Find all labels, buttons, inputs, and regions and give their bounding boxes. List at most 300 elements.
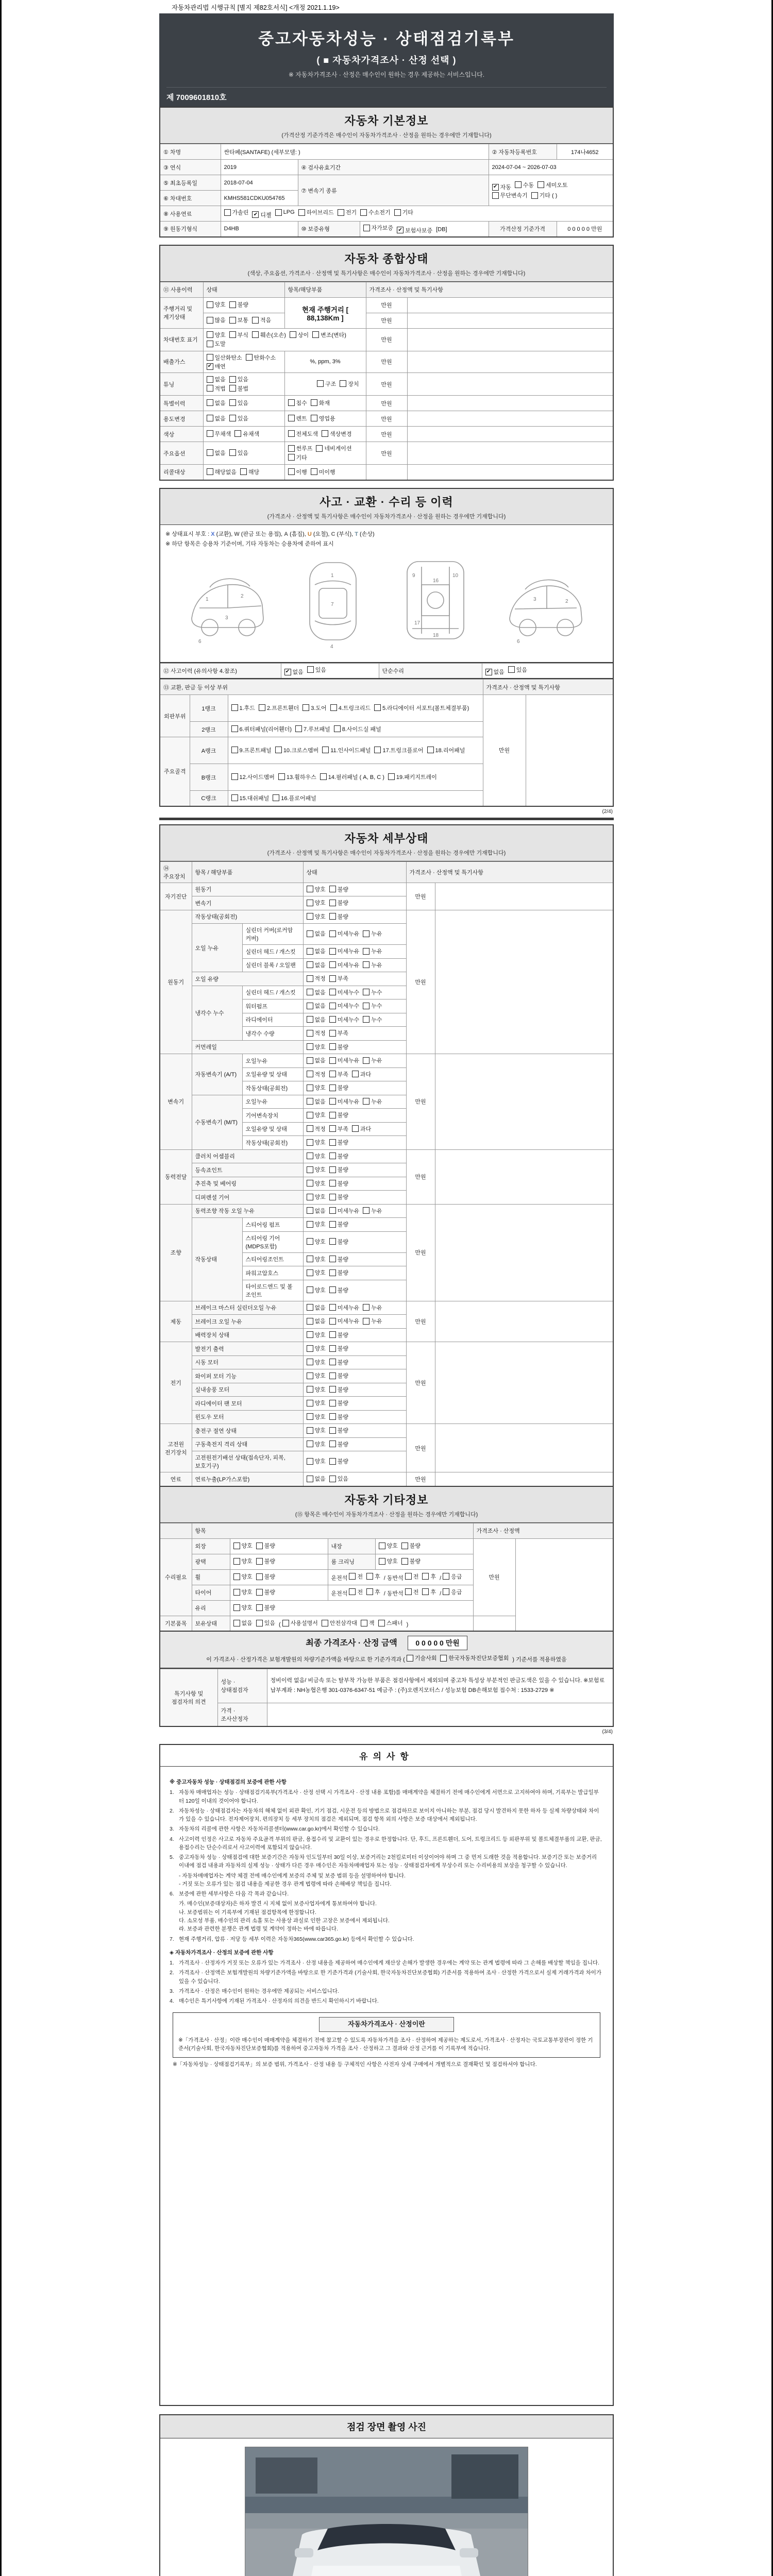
checked-checkbox-icon[interactable]: ✔ [492,184,499,191]
checkbox[interactable]: 적정 [307,1029,326,1037]
unchecked-checkbox-icon[interactable] [329,1030,336,1037]
unchecked-checkbox-icon[interactable] [229,376,236,383]
checkbox[interactable]: 불량 [329,1268,348,1277]
checkbox[interactable]: 10.크로스멤버 [275,746,318,754]
checkbox[interactable]: 16.플로어패널 [273,794,316,802]
checkbox[interactable]: 양호 [307,1238,326,1246]
unchecked-checkbox-icon[interactable] [405,1588,412,1595]
checkbox[interactable]: 부식 [229,331,248,339]
unchecked-checkbox-icon[interactable] [233,1589,240,1596]
checkbox[interactable]: 3.도어 [303,704,326,712]
unchecked-checkbox-icon[interactable] [329,948,336,955]
unchecked-checkbox-icon[interactable] [207,449,213,456]
unchecked-checkbox-icon[interactable] [307,1084,313,1091]
unchecked-checkbox-icon[interactable] [275,209,282,216]
checkbox[interactable]: 적정 [307,1125,326,1133]
checkbox[interactable]: 썬루프 [288,444,313,452]
checkbox[interactable]: 없음 [233,1619,253,1627]
unchecked-checkbox-icon[interactable] [329,1194,336,1200]
checkbox[interactable]: 양호 [233,1572,253,1581]
unchecked-checkbox-icon[interactable] [361,1620,367,1626]
unchecked-checkbox-icon[interactable] [307,1345,313,1352]
unchecked-checkbox-icon[interactable] [307,1269,313,1276]
checkbox[interactable]: 불량 [329,1165,348,1174]
unchecked-checkbox-icon[interactable] [379,1543,385,1549]
unchecked-checkbox-icon[interactable] [307,886,313,892]
checkbox[interactable]: 하이브리드 [298,208,334,216]
checkbox[interactable]: 양호 [307,899,326,907]
unchecked-checkbox-icon[interactable] [307,1016,313,1023]
checkbox[interactable]: 양호 [307,1371,326,1380]
unchecked-checkbox-icon[interactable] [256,1543,263,1549]
unchecked-checkbox-icon[interactable] [288,430,295,437]
unchecked-checkbox-icon[interactable] [422,1588,429,1595]
checkbox[interactable]: 양호 [307,1399,326,1407]
unchecked-checkbox-icon[interactable] [273,794,279,801]
checkbox[interactable]: 불량 [329,1286,348,1294]
unchecked-checkbox-icon[interactable] [307,1476,313,1482]
checkbox[interactable]: 양호 [307,1344,326,1352]
unchecked-checkbox-icon[interactable] [405,1573,412,1580]
checkbox[interactable]: 누유 [363,1317,382,1325]
unchecked-checkbox-icon[interactable] [207,317,213,324]
unchecked-checkbox-icon[interactable] [349,1588,356,1595]
checkbox[interactable]: 누수 [363,988,382,996]
unchecked-checkbox-icon[interactable] [307,1386,313,1393]
unchecked-checkbox-icon[interactable] [363,989,369,995]
checkbox[interactable]: 불량 [256,1541,275,1550]
unchecked-checkbox-icon[interactable] [329,1269,336,1276]
unchecked-checkbox-icon[interactable] [311,399,317,406]
checkbox[interactable]: 미세누유 [329,1097,360,1106]
checkbox[interactable]: 양호 [307,885,326,893]
checkbox[interactable]: 없음 [207,399,226,407]
unchecked-checkbox-icon[interactable] [340,380,346,387]
checkbox[interactable]: 미세누수 [329,1015,360,1024]
checkbox[interactable]: 15.대쉬패널 [231,794,270,802]
checkbox[interactable]: 불량 [329,1043,348,1051]
checkbox[interactable]: 양호 [307,1331,326,1339]
checkbox[interactable]: 전 [405,1572,419,1581]
checkbox[interactable]: 불량 [329,1413,348,1421]
checkbox[interactable]: 훼손(오손) [252,331,286,339]
checkbox[interactable]: 양호 [307,1268,326,1277]
checkbox[interactable]: 해당 [240,468,259,476]
unchecked-checkbox-icon[interactable] [329,1084,336,1091]
checkbox[interactable]: 불량 [329,899,348,907]
checked-checkbox-icon[interactable]: ✔ [252,211,259,218]
unchecked-checkbox-icon[interactable] [307,1318,313,1325]
checkbox[interactable]: 양호 [233,1588,253,1596]
checkbox[interactable]: 과다 [352,1070,371,1078]
unchecked-checkbox-icon[interactable] [307,975,313,982]
unchecked-checkbox-icon[interactable] [329,1386,336,1393]
checkbox[interactable]: 누유 [363,961,382,969]
unchecked-checkbox-icon[interactable] [307,1166,313,1173]
unchecked-checkbox-icon[interactable] [329,1331,336,1338]
unchecked-checkbox-icon[interactable] [288,399,295,406]
unchecked-checkbox-icon[interactable] [349,1573,356,1580]
unchecked-checkbox-icon[interactable] [252,331,259,338]
unchecked-checkbox-icon[interactable] [422,1573,429,1580]
checkbox[interactable]: 18.리어패널 [427,746,465,754]
unchecked-checkbox-icon[interactable] [329,1180,336,1187]
checkbox[interactable]: 후 [422,1588,436,1596]
checkbox[interactable]: 미세누유 [329,947,360,955]
unchecked-checkbox-icon[interactable] [307,1286,313,1293]
checkbox[interactable]: 불량 [256,1557,275,1565]
checkbox[interactable]: 양호 [207,300,226,309]
unchecked-checkbox-icon[interactable] [229,301,236,308]
checkbox[interactable]: 미세누유 [329,1207,360,1215]
checkbox[interactable]: 무단변속기 [492,191,528,199]
checkbox[interactable]: 양호 [307,1426,326,1434]
checkbox[interactable]: 있음 [229,449,248,457]
unchecked-checkbox-icon[interactable] [329,1286,336,1293]
checkbox[interactable]: 상이 [290,331,309,339]
checkbox[interactable]: 양호 [307,912,326,921]
checkbox[interactable]: 미세누수 [329,988,360,996]
checkbox[interactable]: 불량 [256,1603,275,1612]
checkbox[interactable]: 없음 [307,1097,326,1106]
checkbox[interactable]: 이행 [288,468,307,476]
checkbox[interactable]: 11.인사이드패널 [322,746,371,754]
checkbox[interactable]: 양호 [307,1385,326,1394]
unchecked-checkbox-icon[interactable] [427,747,434,753]
checkbox[interactable]: 누유 [363,947,382,955]
checkbox[interactable]: 전 [349,1572,363,1581]
unchecked-checkbox-icon[interactable] [329,1476,336,1482]
checkbox[interactable]: 8.사이드실 패널 [334,725,381,733]
unchecked-checkbox-icon[interactable] [240,468,247,475]
checkbox[interactable]: 전기 [338,208,357,216]
checkbox[interactable]: 있음 [329,1475,348,1483]
checkbox[interactable]: 부족 [329,974,348,982]
unchecked-checkbox-icon[interactable] [363,1057,369,1064]
checkbox[interactable]: 해당없음 [207,468,237,476]
unchecked-checkbox-icon[interactable] [207,385,213,392]
unchecked-checkbox-icon[interactable] [307,1003,313,1009]
unchecked-checkbox-icon[interactable] [329,1413,336,1420]
unchecked-checkbox-icon[interactable] [394,209,401,216]
unchecked-checkbox-icon[interactable] [329,1318,336,1325]
checkbox[interactable]: 사용설명서 [282,1619,318,1627]
checkbox[interactable]: 불량 [329,1426,348,1434]
checkbox[interactable]: 자가보증 [363,224,394,232]
checkbox[interactable]: 부족 [329,1125,348,1133]
unchecked-checkbox-icon[interactable] [307,666,314,673]
checkbox[interactable]: 스패너 [378,1619,403,1627]
checkbox[interactable]: 불량 [329,1238,348,1246]
unchecked-checkbox-icon[interactable] [401,1558,408,1565]
checkbox[interactable]: 불량 [329,1440,348,1448]
checkbox[interactable]: 없음 [207,375,226,383]
checkbox[interactable]: 없음 [307,1015,326,1024]
checkbox[interactable]: 없음 [307,1002,326,1010]
checkbox[interactable]: 많음 [207,316,226,324]
unchecked-checkbox-icon[interactable] [329,1458,336,1465]
checkbox[interactable]: 양호 [307,1138,326,1146]
checkbox[interactable]: 적정 [307,974,326,982]
unchecked-checkbox-icon[interactable] [322,1620,328,1626]
unchecked-checkbox-icon[interactable] [278,773,285,780]
checkbox[interactable]: 누수 [363,1015,382,1024]
unchecked-checkbox-icon[interactable] [231,773,238,780]
unchecked-checkbox-icon[interactable] [407,1655,413,1662]
unchecked-checkbox-icon[interactable] [229,449,236,456]
unchecked-checkbox-icon[interactable] [307,913,313,920]
checkbox[interactable]: 색상변경 [322,430,352,438]
checkbox[interactable]: 전 [405,1588,419,1596]
unchecked-checkbox-icon[interactable] [207,399,213,406]
checkbox[interactable]: 불량 [329,1457,348,1465]
unchecked-checkbox-icon[interactable] [233,1573,240,1580]
unchecked-checkbox-icon[interactable] [338,209,344,216]
checkbox[interactable]: 양호 [379,1557,398,1565]
unchecked-checkbox-icon[interactable] [322,430,328,437]
unchecked-checkbox-icon[interactable] [329,989,336,995]
unchecked-checkbox-icon[interactable] [307,1304,313,1311]
checkbox[interactable]: ✔ 보험사보증 [397,226,432,234]
unchecked-checkbox-icon[interactable] [307,900,313,906]
checkbox[interactable]: 없음 [307,1303,326,1312]
unchecked-checkbox-icon[interactable] [307,1440,313,1447]
checkbox[interactable]: 불량 [401,1541,421,1550]
unchecked-checkbox-icon[interactable] [307,1458,313,1465]
unchecked-checkbox-icon[interactable] [207,341,213,347]
unchecked-checkbox-icon[interactable] [234,430,241,437]
unchecked-checkbox-icon[interactable] [312,331,319,338]
checkbox[interactable]: 잭 [361,1619,375,1627]
unchecked-checkbox-icon[interactable] [307,1057,313,1064]
checkbox[interactable]: 불량 [329,1358,348,1366]
checkbox[interactable]: 불량 [329,1179,348,1188]
unchecked-checkbox-icon[interactable] [207,354,213,361]
unchecked-checkbox-icon[interactable] [363,225,370,231]
checkbox[interactable]: 적법 [207,384,226,393]
unchecked-checkbox-icon[interactable] [229,317,236,324]
unchecked-checkbox-icon[interactable] [329,1359,336,1365]
unchecked-checkbox-icon[interactable] [207,331,213,338]
checkbox[interactable]: 양호 [207,331,226,339]
unchecked-checkbox-icon[interactable] [282,1620,289,1626]
unchecked-checkbox-icon[interactable] [307,1413,313,1420]
unchecked-checkbox-icon[interactable] [329,1440,336,1447]
checkbox[interactable]: 없음 [307,988,326,996]
checkbox[interactable]: 일산화탄소 [207,353,242,362]
unchecked-checkbox-icon[interactable] [256,1604,263,1611]
unchecked-checkbox-icon[interactable] [317,380,324,387]
checkbox[interactable]: 침수 [288,399,307,407]
checkbox[interactable]: 미이행 [311,468,335,476]
unchecked-checkbox-icon[interactable] [401,1543,408,1549]
unchecked-checkbox-icon[interactable] [307,1331,313,1338]
checkbox[interactable]: 없음 [307,947,326,955]
checkbox[interactable]: 불량 [329,1331,348,1339]
checkbox[interactable]: 부족 [329,1029,348,1037]
checked-checkbox-icon[interactable]: ✔ [397,227,404,233]
checkbox[interactable]: 없음 [307,1475,326,1483]
checkbox[interactable]: 17.트렁크플로어 [374,746,423,754]
checkbox[interactable]: 없음 [307,929,326,938]
checkbox[interactable]: 누유 [363,1097,382,1106]
unchecked-checkbox-icon[interactable] [295,725,302,732]
checkbox[interactable]: 변조(변타) [312,331,346,339]
checkbox[interactable]: 양호 [307,1440,326,1448]
unchecked-checkbox-icon[interactable] [329,1345,336,1352]
checkbox[interactable]: 2.프론트휀더 [259,704,299,712]
unchecked-checkbox-icon[interactable] [363,948,369,955]
unchecked-checkbox-icon[interactable] [307,1194,313,1200]
unchecked-checkbox-icon[interactable] [298,209,305,216]
checkbox[interactable]: 미세누수 [329,1002,360,1010]
checkbox[interactable]: 안전삼각대 [322,1619,357,1627]
unchecked-checkbox-icon[interactable] [303,704,309,711]
checked-checkbox-icon[interactable]: ✔ [485,669,492,675]
unchecked-checkbox-icon[interactable] [307,1180,313,1187]
checkbox[interactable]: 양호 [307,1286,326,1294]
checkbox[interactable]: 부족 [329,1070,348,1078]
unchecked-checkbox-icon[interactable] [275,747,282,753]
checkbox[interactable]: 있음 [229,399,248,407]
checkbox[interactable]: 9.프론트패널 [231,746,272,754]
checkbox[interactable]: 불량 [329,1220,348,1228]
checked-checkbox-icon[interactable]: ✔ [284,669,291,675]
checkbox[interactable]: 네비게이션 [316,444,351,452]
unchecked-checkbox-icon[interactable] [363,1016,369,1023]
checkbox[interactable]: 있음 [508,666,527,674]
unchecked-checkbox-icon[interactable] [307,1256,313,1262]
checkbox[interactable]: 있음 [229,414,248,422]
unchecked-checkbox-icon[interactable] [307,948,313,955]
checkbox[interactable]: 화재 [311,399,330,407]
unchecked-checkbox-icon[interactable] [329,1057,336,1064]
unchecked-checkbox-icon[interactable] [330,704,337,711]
checkbox[interactable]: 미세누유 [329,961,360,969]
checkbox[interactable]: 수소전기 [360,208,391,216]
unchecked-checkbox-icon[interactable] [329,1016,336,1023]
unchecked-checkbox-icon[interactable] [256,1620,263,1626]
unchecked-checkbox-icon[interactable] [288,415,295,421]
checkbox[interactable]: 불량 [329,1193,348,1201]
unchecked-checkbox-icon[interactable] [329,1427,336,1434]
unchecked-checkbox-icon[interactable] [329,1139,336,1146]
checkbox[interactable]: 수동 [515,181,534,189]
checkbox[interactable]: 불량 [329,1385,348,1394]
checkbox[interactable]: 불량 [401,1557,421,1565]
checkbox[interactable]: 미세누유 [329,1056,360,1064]
checkbox[interactable]: 불량 [329,1152,348,1160]
checkbox[interactable]: 불량 [329,1255,348,1263]
unchecked-checkbox-icon[interactable] [329,1166,336,1173]
checkbox[interactable]: 가솔린 [224,208,249,216]
unchecked-checkbox-icon[interactable] [440,1655,447,1662]
unchecked-checkbox-icon[interactable] [537,181,544,188]
checkbox[interactable]: 한국자동차진단보증협회 [440,1654,509,1662]
unchecked-checkbox-icon[interactable] [329,1043,336,1050]
unchecked-checkbox-icon[interactable] [233,1558,240,1565]
unchecked-checkbox-icon[interactable] [379,1558,385,1565]
checkbox[interactable]: 양호 [233,1603,253,1612]
checkbox[interactable]: 14.필러패널 ( A, B, C ) [320,773,384,781]
unchecked-checkbox-icon[interactable] [307,1112,313,1118]
unchecked-checkbox-icon[interactable] [360,209,367,216]
checkbox[interactable]: 5.라디에이터 서포트(볼트체결부품) [374,704,469,712]
checkbox[interactable]: ✔ 디젤 [252,211,271,219]
unchecked-checkbox-icon[interactable] [307,961,313,968]
checked-checkbox-icon[interactable]: ✔ [207,363,213,370]
checkbox[interactable]: ✔ 없음 [485,668,505,676]
checkbox[interactable]: 전 [349,1588,363,1596]
unchecked-checkbox-icon[interactable] [307,1139,313,1146]
unchecked-checkbox-icon[interactable] [329,886,336,892]
unchecked-checkbox-icon[interactable] [329,1125,336,1132]
checkbox[interactable]: 누수 [363,1002,382,1010]
unchecked-checkbox-icon[interactable] [229,385,236,392]
checkbox[interactable]: 양호 [307,1111,326,1119]
checkbox[interactable]: ✔ 자동 [492,183,511,191]
checkbox[interactable]: 누유 [363,929,382,938]
unchecked-checkbox-icon[interactable] [329,900,336,906]
unchecked-checkbox-icon[interactable] [531,192,538,199]
unchecked-checkbox-icon[interactable] [207,415,213,421]
checkbox[interactable]: 없음 [307,1056,326,1064]
unchecked-checkbox-icon[interactable] [363,1304,369,1311]
unchecked-checkbox-icon[interactable] [288,445,295,452]
unchecked-checkbox-icon[interactable] [307,1125,313,1132]
checkbox[interactable]: 양호 [307,1193,326,1201]
unchecked-checkbox-icon[interactable] [329,975,336,982]
checkbox[interactable]: 누유 [363,1056,382,1064]
unchecked-checkbox-icon[interactable] [307,1153,313,1159]
checkbox[interactable]: 불법 [229,384,248,393]
checkbox[interactable]: 없음 [307,961,326,969]
unchecked-checkbox-icon[interactable] [307,1207,313,1214]
unchecked-checkbox-icon[interactable] [329,1112,336,1118]
unchecked-checkbox-icon[interactable] [316,445,323,452]
unchecked-checkbox-icon[interactable] [233,1543,240,1549]
unchecked-checkbox-icon[interactable] [388,773,395,780]
checkbox[interactable]: 양호 [307,1179,326,1188]
checkbox[interactable]: 영업용 [311,414,335,422]
unchecked-checkbox-icon[interactable] [307,1098,313,1105]
checkbox[interactable]: 후 [366,1588,380,1596]
unchecked-checkbox-icon[interactable] [307,1372,313,1379]
unchecked-checkbox-icon[interactable] [508,666,515,673]
unchecked-checkbox-icon[interactable] [329,1098,336,1105]
unchecked-checkbox-icon[interactable] [329,1304,336,1311]
unchecked-checkbox-icon[interactable] [329,913,336,920]
checkbox[interactable]: 없음 [207,414,226,422]
checkbox[interactable]: 후 [422,1572,436,1581]
unchecked-checkbox-icon[interactable] [290,331,296,338]
checkbox[interactable]: 불량 [329,1111,348,1119]
checkbox[interactable]: 구조 [317,380,336,388]
checkbox[interactable]: 양호 [233,1541,253,1550]
unchecked-checkbox-icon[interactable] [352,1071,359,1077]
unchecked-checkbox-icon[interactable] [231,794,238,801]
unchecked-checkbox-icon[interactable] [320,773,327,780]
checkbox[interactable]: 세미오토 [537,181,568,189]
checkbox[interactable]: 불량 [329,1371,348,1380]
unchecked-checkbox-icon[interactable] [322,747,329,753]
checkbox[interactable]: 양호 [233,1557,253,1565]
checkbox[interactable]: 양호 [307,1457,326,1465]
checkbox[interactable]: 불량 [329,1083,348,1092]
checkbox[interactable]: 불량 [329,1138,348,1146]
checkbox[interactable]: 무채색 [207,430,231,438]
unchecked-checkbox-icon[interactable] [329,930,336,937]
